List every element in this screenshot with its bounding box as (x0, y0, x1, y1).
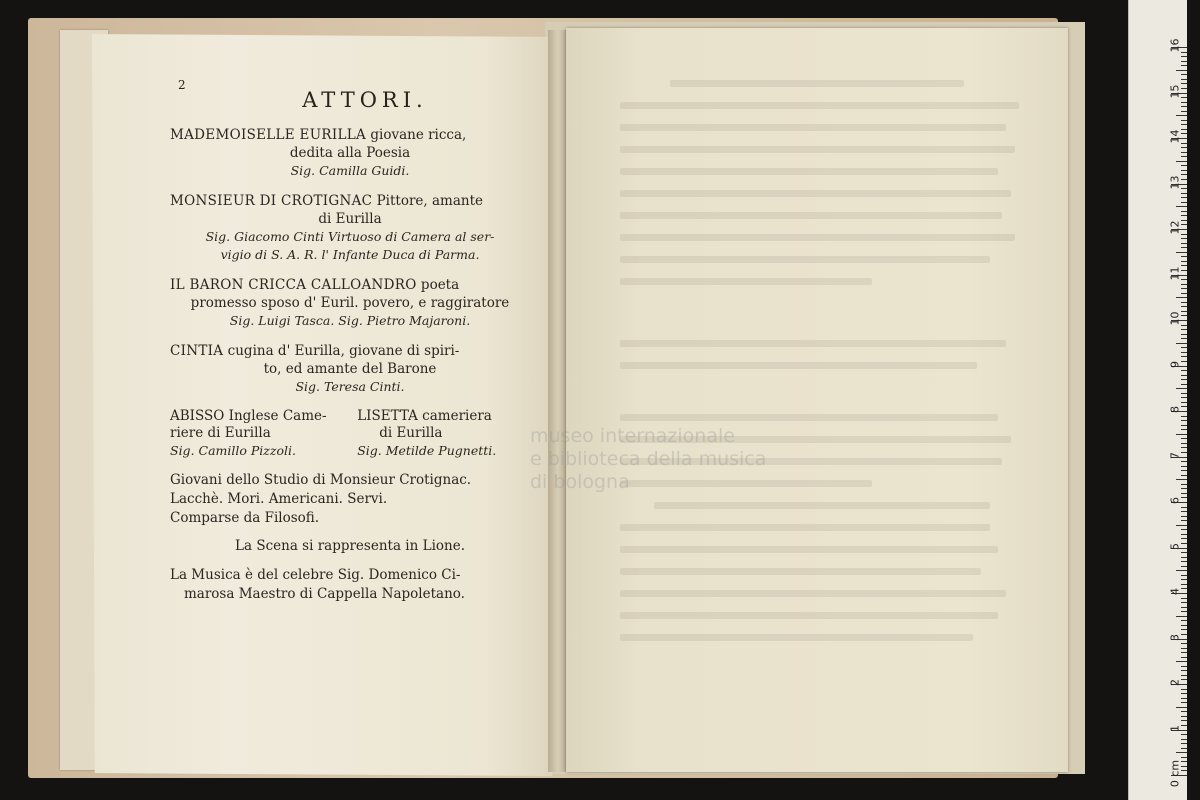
ruler-tick (1181, 74, 1187, 75)
ruler-tick (1181, 143, 1187, 144)
ruler-label: 10 (1168, 311, 1182, 326)
ruler-label: 14 (1168, 129, 1182, 144)
ruler-label: 7 (1168, 451, 1182, 459)
ruler-tick (1181, 111, 1187, 112)
ruler-tick (1181, 279, 1187, 280)
ruler-tick (1181, 315, 1187, 316)
ruler-tick (1181, 675, 1187, 676)
ruler-tick (1181, 102, 1187, 103)
show-through-text (620, 80, 1040, 656)
ruler-tick (1181, 247, 1187, 248)
ruler-label: 16 (1168, 38, 1182, 53)
ruler-tick (1181, 757, 1187, 758)
singer-name: Sig. Metilde Pugnetti. (357, 443, 497, 458)
watermark-line: e biblioteca della musica (530, 448, 767, 470)
music-credit (170, 566, 530, 604)
ruler-tick (1181, 61, 1187, 62)
ruler-tick (1181, 124, 1187, 125)
ruler-tick (1181, 88, 1187, 89)
ruler-tick (1181, 211, 1187, 212)
singer-name: Sig. Giacomo Cinti Virtuoso di Camera al ser- (205, 229, 495, 244)
ruler-label: 8 (1168, 406, 1182, 413)
ruler-tick (1181, 461, 1187, 462)
ruler-label: 3 (1168, 633, 1182, 641)
ruler-tick (1181, 202, 1187, 203)
ruler-tick (1181, 493, 1187, 494)
ruler-tick (1176, 661, 1187, 662)
ruler-tick (1181, 170, 1187, 171)
singer-name: Sig. Teresa Cinti. (295, 379, 405, 394)
ruler-tick (1181, 193, 1187, 194)
ruler-tick (1181, 629, 1187, 630)
ruler-tick (1181, 129, 1187, 130)
ruler-tick (1181, 443, 1187, 444)
ruler-tick (1181, 147, 1187, 148)
ruler-tick (1181, 416, 1187, 417)
extras-line: Comparse da Filosofi. (170, 510, 320, 526)
ruler-tick (1181, 702, 1187, 703)
ruler-tick (1181, 607, 1187, 608)
ruler-tick (1181, 470, 1187, 471)
ruler-label: 5 (1168, 542, 1182, 550)
ruler-tick (1181, 284, 1187, 285)
ruler-tick (1181, 488, 1187, 489)
ruler-tick (1181, 238, 1187, 239)
ruler-tick (1181, 743, 1187, 744)
ruler-tick (1181, 83, 1187, 84)
cast-entry-baron (170, 276, 530, 330)
ruler-tick (1181, 370, 1187, 371)
character-name: MADEMOISELLE EURILLA (170, 127, 367, 143)
ruler-tick (1181, 693, 1187, 694)
singer-name-cont: vigio di S. A. R. l' Infante Duca di Parma. (220, 247, 480, 262)
ruler-tick (1181, 165, 1187, 166)
ruler-tick (1181, 120, 1187, 121)
ruler-tick (1181, 734, 1187, 735)
watermark-line: di bologna (530, 471, 630, 493)
ruler-tick (1181, 534, 1187, 535)
ruler-tick (1181, 133, 1187, 134)
ruler-tick (1181, 748, 1187, 749)
ruler-tick (1176, 252, 1187, 253)
ruler-tick (1181, 507, 1187, 508)
ruler-tick (1181, 670, 1187, 671)
character-desc: cugina d' Eurilla, giovane di spiri- (227, 343, 460, 359)
ruler-tick (1176, 570, 1187, 571)
ruler-tick (1176, 434, 1187, 435)
ruler-tick (1176, 70, 1187, 71)
ruler-tick (1176, 161, 1187, 162)
ruler-tick (1181, 716, 1187, 717)
ruler-tick (1181, 402, 1187, 403)
ruler-tick (1176, 752, 1187, 753)
ruler-tick (1181, 598, 1187, 599)
character-desc-cont: di Eurilla (379, 425, 443, 441)
ruler-label: 13 (1168, 175, 1182, 189)
ruler-tick (1181, 725, 1187, 726)
ruler-label: 6 (1168, 497, 1182, 504)
ruler-tick (1181, 306, 1187, 307)
ruler-tick (1181, 579, 1187, 580)
ruler-tick (1181, 429, 1187, 430)
ruler-tick (1181, 425, 1187, 426)
ruler-tick (1176, 525, 1187, 526)
ruler-tick (1181, 356, 1187, 357)
ruler-tick (1181, 529, 1187, 530)
ruler-tick (1181, 220, 1187, 221)
ruler-tick (1181, 557, 1187, 558)
ruler-tick (1181, 397, 1187, 398)
character-desc-cont: di Eurilla (318, 211, 382, 227)
ruler-tick (1181, 584, 1187, 585)
ruler-tick (1176, 115, 1187, 116)
singer-name: Sig. Luigi Tasca. Sig. Pietro Majaroni. (229, 313, 471, 328)
ruler-label: 0 cm (1168, 759, 1182, 788)
page-title: ATTORI. (302, 88, 428, 112)
ruler-tick (1181, 520, 1187, 521)
ruler-tick (1181, 657, 1187, 658)
ruler-tick (1181, 347, 1187, 348)
ruler-tick (1181, 484, 1187, 485)
ruler-tick (1181, 561, 1187, 562)
ruler-tick (1181, 256, 1187, 257)
ruler-label: 12 (1168, 220, 1182, 235)
ruler-tick (1181, 311, 1187, 312)
ruler-tick (1181, 679, 1187, 680)
ruler-tick (1181, 197, 1187, 198)
ruler-tick (1181, 329, 1187, 330)
ruler-tick (1181, 566, 1187, 567)
ruler-tick (1181, 438, 1187, 439)
ruler-tick (1181, 97, 1187, 98)
character-name: CINTIA (170, 343, 224, 359)
ruler-tick (1181, 739, 1187, 740)
character-desc: Inglese Came- (228, 408, 327, 424)
ruler-tick (1181, 215, 1187, 216)
extras-list (170, 471, 530, 528)
ruler-tick (1181, 761, 1187, 762)
measurement-ruler (1128, 0, 1187, 800)
ruler-tick (1181, 611, 1187, 612)
ruler-tick (1181, 265, 1187, 266)
ruler-tick (1181, 243, 1187, 244)
museum-watermark (530, 425, 830, 494)
ruler-tick (1181, 106, 1187, 107)
cast-entry-cintia (170, 342, 530, 396)
character-desc: cameriera (422, 408, 492, 424)
ruler-tick (1176, 707, 1187, 708)
ruler-tick (1181, 666, 1187, 667)
ruler-tick (1181, 302, 1187, 303)
ruler-label: 9 (1168, 360, 1182, 368)
ruler-tick (1181, 152, 1187, 153)
character-desc: poeta (420, 277, 460, 293)
ruler-tick (1181, 420, 1187, 421)
character-name: MONSIEUR DI CROTIGNAC (170, 193, 373, 209)
ruler-tick (1181, 602, 1187, 603)
ruler-tick (1181, 288, 1187, 289)
ruler-tick (1181, 543, 1187, 544)
extras-line: Giovani dello Studio di Monsieur Crotignac. (170, 472, 472, 488)
ruler-label: 2 (1168, 679, 1182, 686)
ruler-tick (1176, 616, 1187, 617)
ruler-tick (1181, 466, 1187, 467)
ruler-tick (1181, 698, 1187, 699)
ruler-tick (1181, 174, 1187, 175)
ruler-tick (1181, 447, 1187, 448)
ruler-tick (1181, 325, 1187, 326)
ruler-label: 1 (1168, 724, 1182, 732)
ruler-tick (1176, 343, 1187, 344)
ruler-tick (1181, 352, 1187, 353)
singer-name: Sig. Camillo Pizzoli. (170, 443, 296, 458)
music-line: La Musica è del celebre Sig. Domenico Ci- (170, 567, 461, 583)
character-desc: giovane ricca, (370, 127, 467, 143)
ruler-tick (1181, 384, 1187, 385)
character-desc-cont: promesso sposo d' Euril. povero, e raggiratore (190, 295, 510, 311)
music-line: marosa Maestro di Cappella Napoletano. (184, 586, 465, 602)
ruler-label: 4 (1168, 588, 1182, 595)
ruler-tick (1181, 770, 1187, 771)
ruler-tick (1181, 56, 1187, 57)
ruler-tick (1176, 206, 1187, 207)
ruler-tick (1181, 334, 1187, 335)
cast-list (170, 78, 530, 604)
character-desc-cont: dedita alla Poesia (289, 145, 411, 161)
ruler-tick (1181, 224, 1187, 225)
ruler-tick (1181, 406, 1187, 407)
cast-entry-abisso (170, 408, 343, 459)
ruler-label: 11 (1168, 266, 1182, 280)
ruler-tick (1181, 720, 1187, 721)
character-desc-cont: riere di Eurilla (170, 425, 271, 441)
ruler-tick (1181, 361, 1187, 362)
ruler-tick (1181, 261, 1187, 262)
ruler-tick (1181, 156, 1187, 157)
ruler-tick (1181, 766, 1187, 767)
ruler-tick (1181, 188, 1187, 189)
character-desc: Pittore, amante (376, 193, 484, 209)
watermark-line: museo internazionale (530, 425, 735, 447)
ruler-label: 15 (1168, 84, 1182, 98)
ruler-tick (1181, 652, 1187, 653)
ruler-tick (1181, 379, 1187, 380)
ruler-tick (1181, 588, 1187, 589)
cast-entry-pair (170, 408, 530, 459)
ruler-tick (1176, 479, 1187, 480)
ruler-tick (1181, 552, 1187, 553)
ruler-tick (1181, 375, 1187, 376)
cast-entry-crotignac (170, 192, 530, 264)
ruler-tick (1181, 234, 1187, 235)
cast-entry-lisetta (357, 408, 530, 459)
ruler-tick (1176, 388, 1187, 389)
ruler-tick (1181, 575, 1187, 576)
ruler-tick (1181, 179, 1187, 180)
character-name: ABISSO (170, 408, 225, 424)
ruler-tick (1181, 643, 1187, 644)
character-name: LISETTA (357, 408, 418, 424)
ruler-tick (1181, 625, 1187, 626)
ruler-tick (1181, 538, 1187, 539)
ruler-tick (1181, 452, 1187, 453)
ruler-tick (1181, 620, 1187, 621)
ruler-tick (1181, 475, 1187, 476)
ruler-tick (1181, 393, 1187, 394)
ruler-tick (1181, 338, 1187, 339)
ruler-tick (1181, 270, 1187, 271)
ruler-tick (1176, 297, 1187, 298)
ruler-tick (1181, 52, 1187, 53)
ruler-tick (1181, 634, 1187, 635)
ruler-tick (1181, 711, 1187, 712)
ruler-tick (1181, 497, 1187, 498)
cast-entry-eurilla (170, 126, 530, 180)
ruler-tick (1181, 516, 1187, 517)
ruler-tick (1181, 648, 1187, 649)
page-number: 2 (178, 78, 186, 92)
extras-line: Lacchè. Mori. Americani. Servi. (170, 491, 388, 507)
ruler-tick (1181, 65, 1187, 66)
singer-name: Sig. Camilla Guidi. (290, 163, 410, 178)
character-name: IL BARON CRICCA CALLOANDRO (170, 277, 417, 293)
ruler-tick (1181, 511, 1187, 512)
ruler-tick (1181, 79, 1187, 80)
ruler-tick (1181, 293, 1187, 294)
ruler-tick (1181, 689, 1187, 690)
scene-location: La Scena si rappresenta in Lione. (235, 538, 465, 554)
character-desc-cont: to, ed amante del Barone (263, 361, 437, 377)
